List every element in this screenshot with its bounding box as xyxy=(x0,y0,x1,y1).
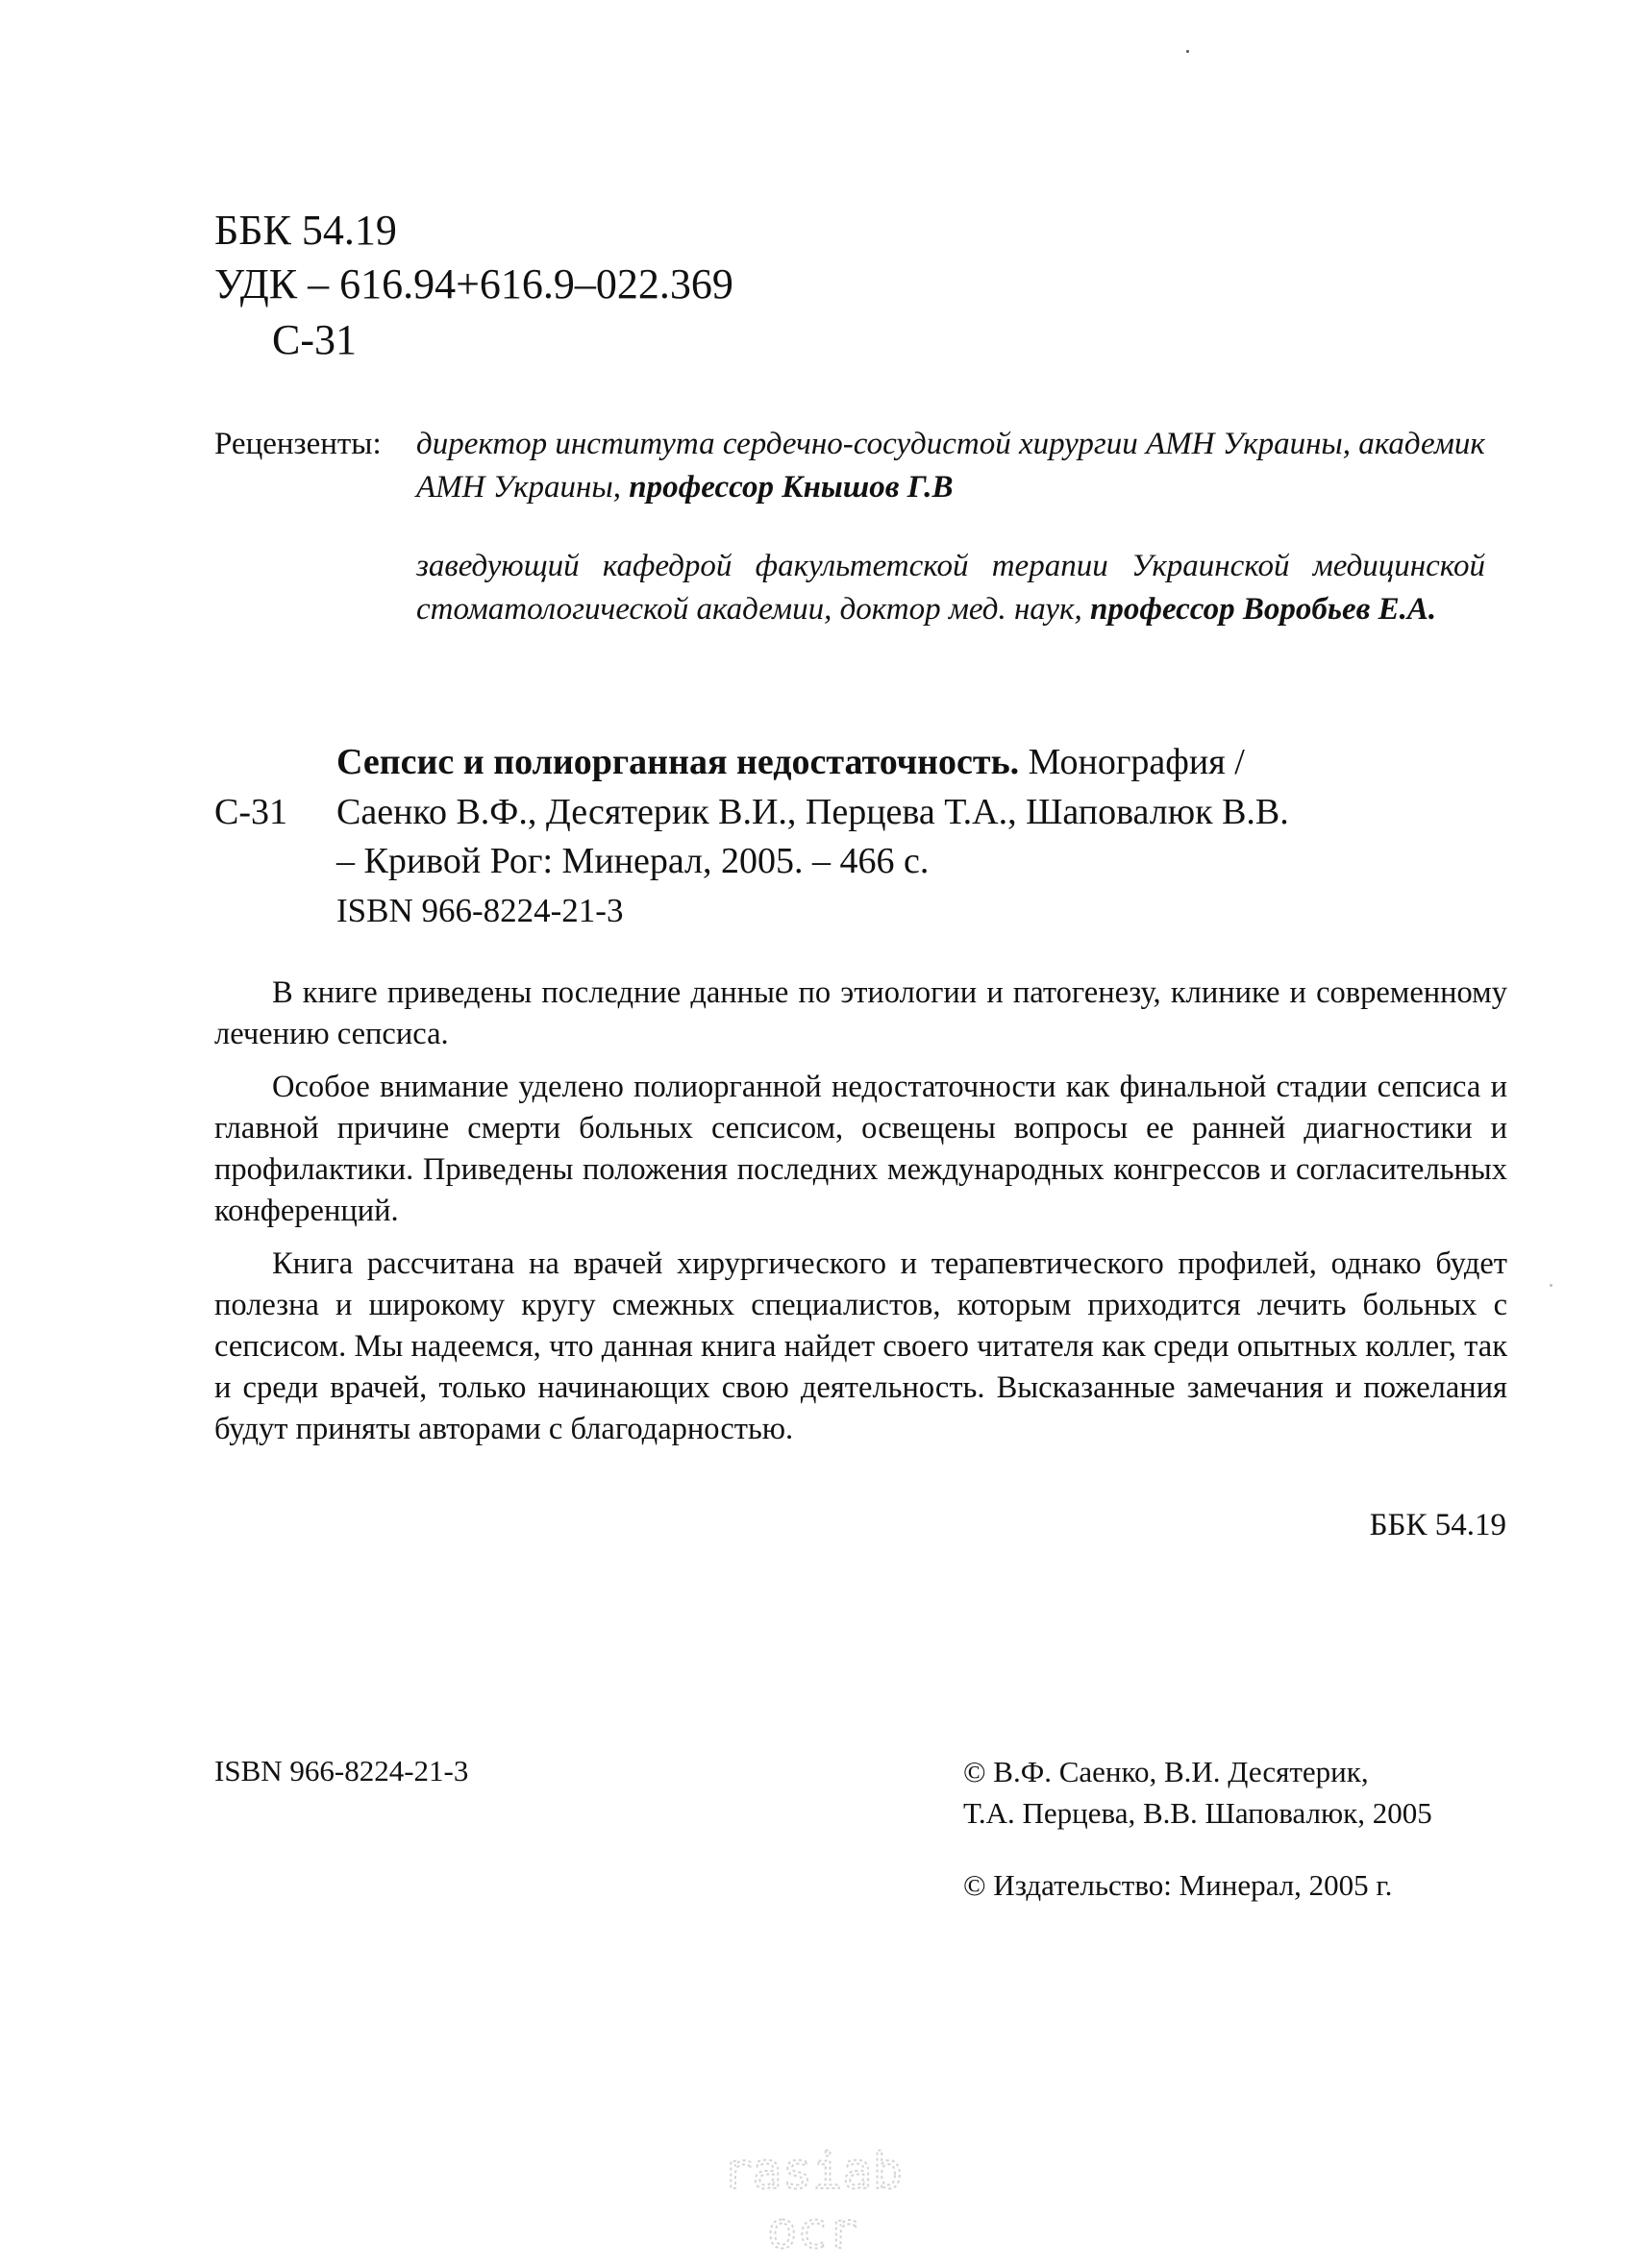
page-speck xyxy=(1186,50,1189,53)
author-sign: С-31 xyxy=(272,316,357,363)
copyright-authors-line: Т.А. Перцева, В.В. Шаповалюк, 2005 xyxy=(963,1796,1432,1830)
annotation-paragraph: В книге приведены последние данные по этиологии и патогенезу, клинике и современному лечению сепсиса. xyxy=(214,975,1507,1051)
udk-index: УДК – 616.94+616.9–022.369 xyxy=(214,260,733,308)
reviewer-2 xyxy=(416,545,1485,631)
annotation-paragraph: Книга рассчитана на врачей хирургического и терапевтического профилей, однако будет полезна и широкому кругу смежных специалистов, которым приходится лечить больных с сепсисом. Мы надеемся, что данная книга найдет своего читателя как среди опытных коллег, так и среди врачей, только начинающих свою деятельность. Высказанные замечания и пожелания будут приняты авторами с благодарностью. xyxy=(214,1246,1507,1446)
bbk-index-bottom: ББК 54.19 xyxy=(1369,1508,1506,1542)
copyright-publisher: © Издательство: Минерал, 2005 г. xyxy=(963,1868,1393,1902)
bib-title-line xyxy=(336,738,1245,787)
bib-author-sign: С-31 xyxy=(214,792,287,832)
footer-isbn: ISBN 966-8224-21-3 xyxy=(214,1754,469,1787)
ocr-watermark xyxy=(687,2129,937,2263)
reviewer-2-name: профессор Воробьев Е.А. xyxy=(1089,592,1437,627)
reviewer-1 xyxy=(416,423,1485,509)
copyright-block xyxy=(963,1751,1502,1906)
annotation xyxy=(214,973,1507,1450)
reviewer-2-position: заведующий кафедрой факультетской терапии Украинской медицинской стоматологической академии, доктор мед. наук, xyxy=(416,549,1485,627)
book-authors: Саенко В.Ф., Десятерик В.И., Перцева Т.А., Шаповалюк В.В. xyxy=(336,792,1289,832)
watermark-line-1: rasiab xyxy=(722,2143,903,2201)
book-publication: – Кривой Рог: Минерал, 2005. – 466 с. xyxy=(336,841,930,881)
page-speck xyxy=(1550,1284,1552,1287)
reviewer-1-position: директор института сердечно-сосудистой хирургии АМН Украины, академик АМН Украины, xyxy=(416,427,1485,505)
book-title: Сепсис и полиорганная недостаточность. xyxy=(336,742,1020,782)
book-genre: Монография / xyxy=(1028,742,1245,782)
book-isbn: ISBN 966-8224-21-3 xyxy=(336,892,624,929)
watermark-line-2: ocr xyxy=(767,2203,857,2260)
reviewer-1-name: профессор Кнышов Г.В xyxy=(629,470,954,505)
annotation-paragraph: Особое внимание уделено полиорганной недостаточности как финальной стадии сепсиса и главной причине смерти больных сепсисом, освещены вопросы ее ранней диагностики и профилактики. Приведены положения последних международных конгрессов и согласительных конференций. xyxy=(214,1070,1507,1228)
bbk-index: ББК 54.19 xyxy=(214,207,397,254)
reviewers-label: Рецензенты: xyxy=(214,427,382,461)
copyright-authors-line: © В.Ф. Саенко, В.И. Десятерик, xyxy=(963,1755,1369,1788)
